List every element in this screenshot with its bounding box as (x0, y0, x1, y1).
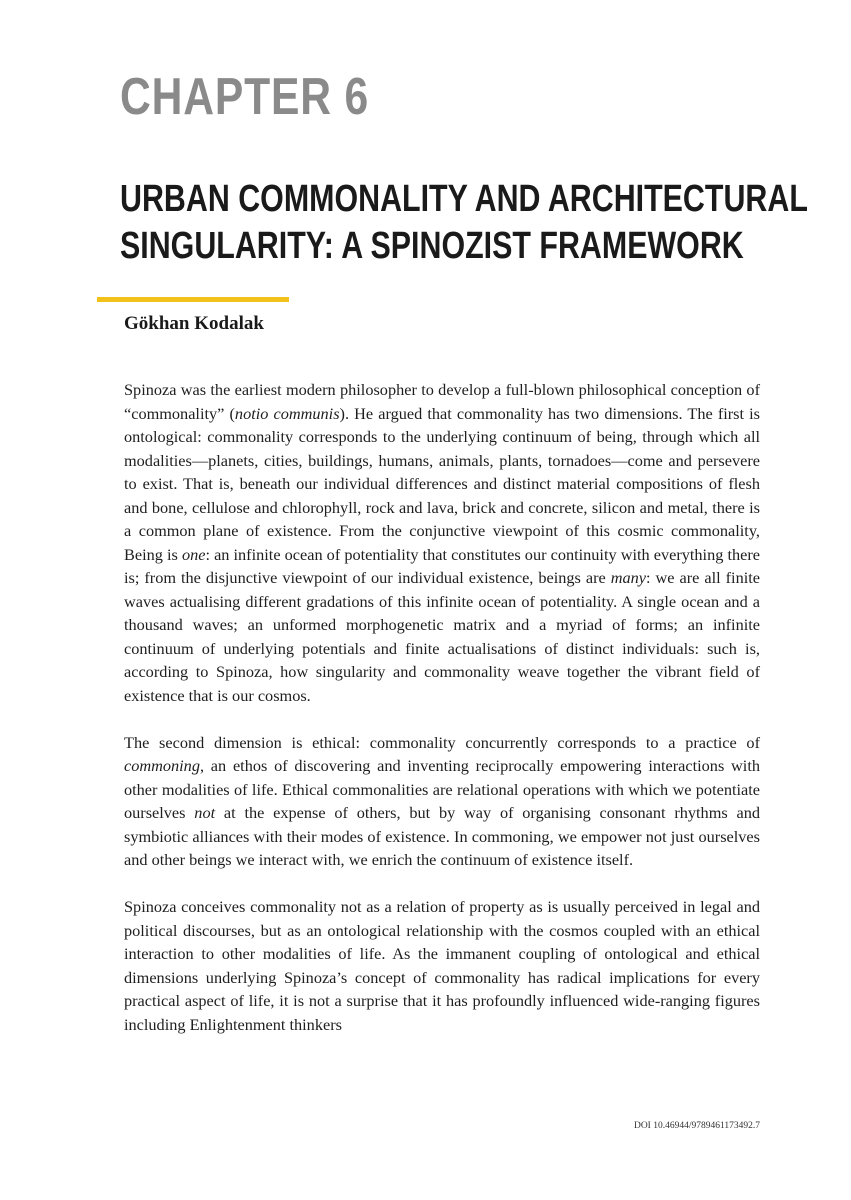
paragraph-1-text-1: Spinoza was the earliest modern philosopher to develop a full-blown philosophical conception of “commonality” ( (124, 380, 760, 423)
paragraph-1-text-4: : we are all finite waves actualising different gradations of this infinite ocean of potentiality. A single ocean and a thousand waves; an unformed morphogenetic matrix and a myriad of forms; an infinite continuum of underlying potentials and finite actualisations of distinct individuals: such is, according to Spinoza, how singularity and commonality weave together the vibrant field of existence that is our cosmos. (124, 568, 760, 705)
paragraph-2-text-3: at the expense of others, but by way of organising consonant rhythms and symbiotic alliances with their modes of existence. In commoning, we empower not just ourselves and other beings we interact with, we enrich the continuum of existence itself. (124, 803, 760, 869)
paragraph-2 (124, 731, 760, 872)
chapter-title-line-2: SINGULARITY: A SPINOZIST FRAMEWORK (120, 225, 744, 267)
paragraph-1-text-3: : an infinite ocean of potentiality that constitutes our continuity with everything there is; from the disjunctive viewpoint of our individual existence, beings are (124, 544, 760, 587)
paragraph-2-italic-1: commoning (124, 756, 200, 775)
chapter-title (120, 176, 808, 270)
paragraph-1 (124, 378, 760, 707)
paragraph-3-text-1: Spinoza conceives commonality not as a relation of property as is usually perceived in legal and political discourses, but as an ontological relationship with the cosmos coupled with an ethical interaction to other modalities of life. As the immanent coupling of ontological and ethical dimensions underlying Spinoza’s concept of commonality has radical implications for every practical aspect of life, it is not a surprise that it has profoundly influenced wide-ranging figures including Enlightenment thinkers (124, 897, 760, 1034)
paragraph-1-italic-1: notio communis (234, 403, 340, 423)
paragraph-2-text-2: , an ethos of discovering and inventing reciprocally empowering interactions with other modalities of life. Ethical commonalities are relational operations with which we potentiate ourselves (124, 756, 760, 822)
paragraph-2-italic-2: not (194, 803, 216, 822)
accent-rule (97, 297, 289, 302)
chapter-label: CHAPTER 6 (120, 68, 370, 126)
author-name: Gökhan Kodalak (124, 313, 264, 334)
paragraph-1-text-2: ). He argued that commonality has two dimensions. The first is ontological: commonality corresponds to the underlying continuum of being, through which all modalities—planets, cities, buildings, humans, animals, plants, tornadoes—come and persevere to exist. That is, beneath our individual differences and distinct material compositions of flesh and bone, cellulose and chlorophyll, rock and lava, brick and concrete, silicon and metal, there is a common plane of existence. From the conjunctive viewpoint of this cosmic commonality, Being is (124, 403, 761, 564)
body-text (124, 378, 760, 1036)
chapter-title-line-1: URBAN COMMONALITY AND ARCHITECTURAL (120, 178, 808, 220)
paragraph-3 (124, 895, 760, 1036)
paragraph-1-italic-2: one (181, 544, 206, 564)
doi-footer: DOI 10.46944/9789461173492.7 (633, 1121, 760, 1131)
paragraph-1-italic-3: many (610, 568, 646, 587)
paragraph-2-text-1: The second dimension is ethical: commonality concurrently corresponds to a practice of (124, 732, 760, 752)
